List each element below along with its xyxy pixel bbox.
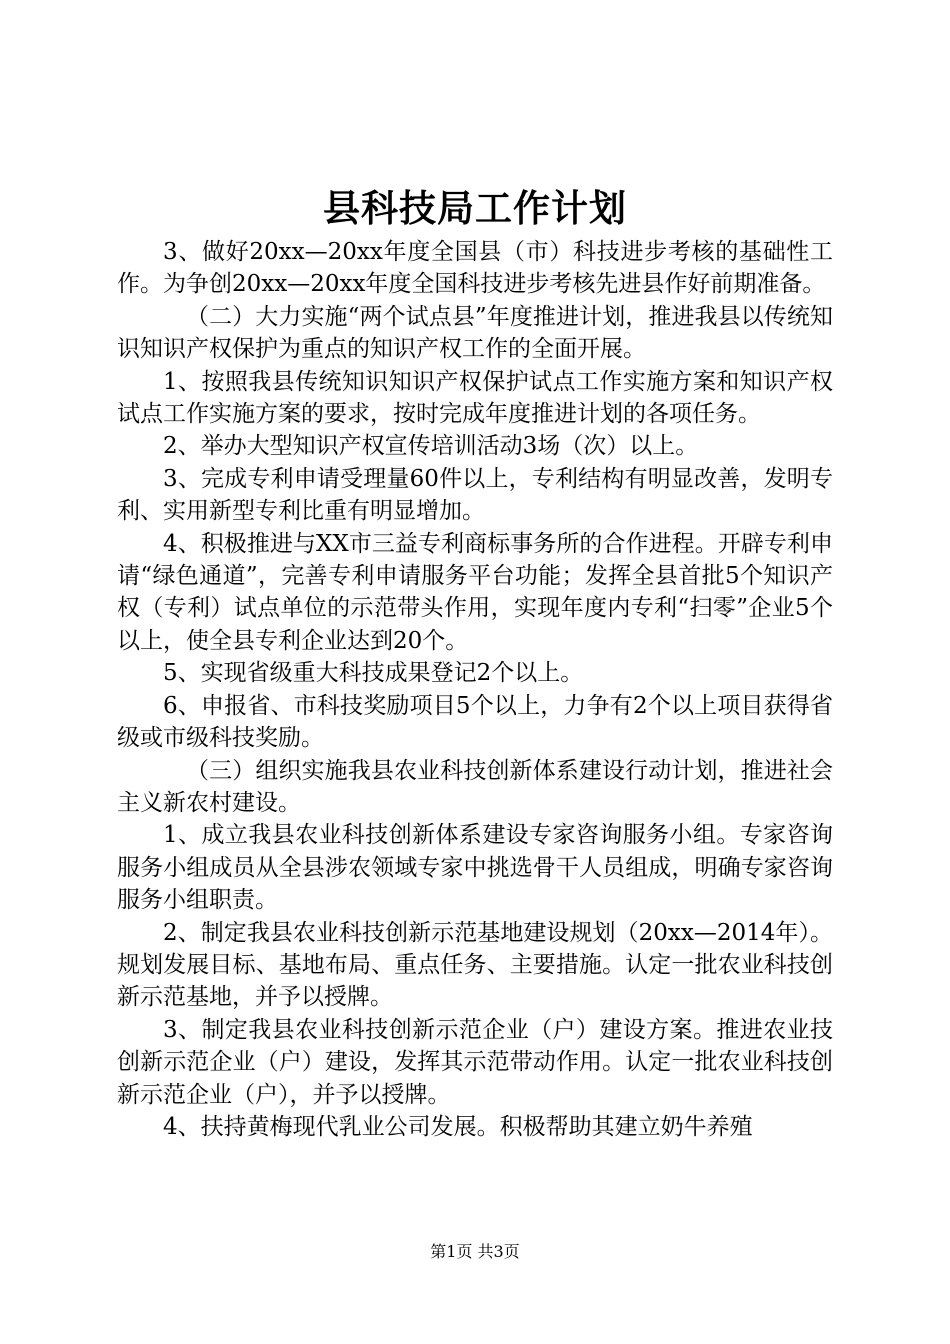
paragraph-9: （三）组织实施我县农业科技创新体系建设行动计划，推进社会主义新农村建设。: [117, 757, 833, 816]
paragraph-4: 2、举办大型知识产权宣传培训活动3场（次）以上。: [163, 433, 699, 460]
paragraph-6: 4、积极推进与XX市三益专利商标事务所的合作进程。开辟专利申请“绿色通道”，完善专利申请服务平台功能；发挥全县首批5个知识产权（专利）试点单位的示范带头作用，实现年度内专利“扫零”企业5个以上，使全县专利企业达到20个。: [117, 530, 833, 654]
paragraph-5: 3、完成专利申请受理量60件以上，专利结构有明显改善，发明专利、实用新型专利比重有明显增加。: [117, 465, 833, 525]
document-body: [117, 236, 833, 1143]
paragraph-2: （二）大力实施“两个试点县”年度推进计划，推进我县以传统知识知识产权保护为重点的知识产权工作的全面开展。: [117, 303, 833, 363]
paragraph-8: 6、申报省、市科技奖励项目5个以上，力争有2个以上项目获得省级或市级科技奖励。: [117, 692, 833, 752]
paragraph-3: 1、按照我县传统知识知识产权保护试点工作实施方案和知识产权试点工作实施方案的要求，按时完成年度推进计划的各项任务。: [117, 368, 833, 428]
paragraph-12: 3、制定我县农业科技创新示范企业（户）建设方案。推进农业技创新示范企业（户）建设，发挥其示范带动作用。认定一批农业科技创新示范企业（户），并予以授牌。: [117, 1016, 833, 1108]
paragraph-11: 2、制定我县农业科技创新示范基地建设规划（20xx—2014年）。规划发展目标、基地布局、重点任务、主要措施。认定一批农业科技创新示范基地，并予以授牌。: [117, 919, 833, 1011]
paragraph-1: 3、做好20xx—20xx年度全国县（市）科技进步考核的基础性工作。为争创20xx—20xx年度全国科技进步考核先进县作好前期准备。: [117, 239, 833, 298]
page-number-footer: 第1页 共3页: [430, 1242, 520, 1261]
paragraph-7: 5、实现省级重大科技成果登记2个以上。: [163, 660, 584, 687]
paragraph-10: 1、成立我县农业科技创新体系建设专家咨询服务小组。专家咨询服务小组成员从全县涉农领域专家中挑选骨干人员组成，明确专家咨询服务小组职责。: [117, 822, 833, 914]
document-title: 县科技局工作计划: [323, 186, 627, 230]
paragraph-13: 4、扶持黄梅现代乳业公司发展。积极帮助其建立奶牛养殖: [163, 1113, 753, 1140]
